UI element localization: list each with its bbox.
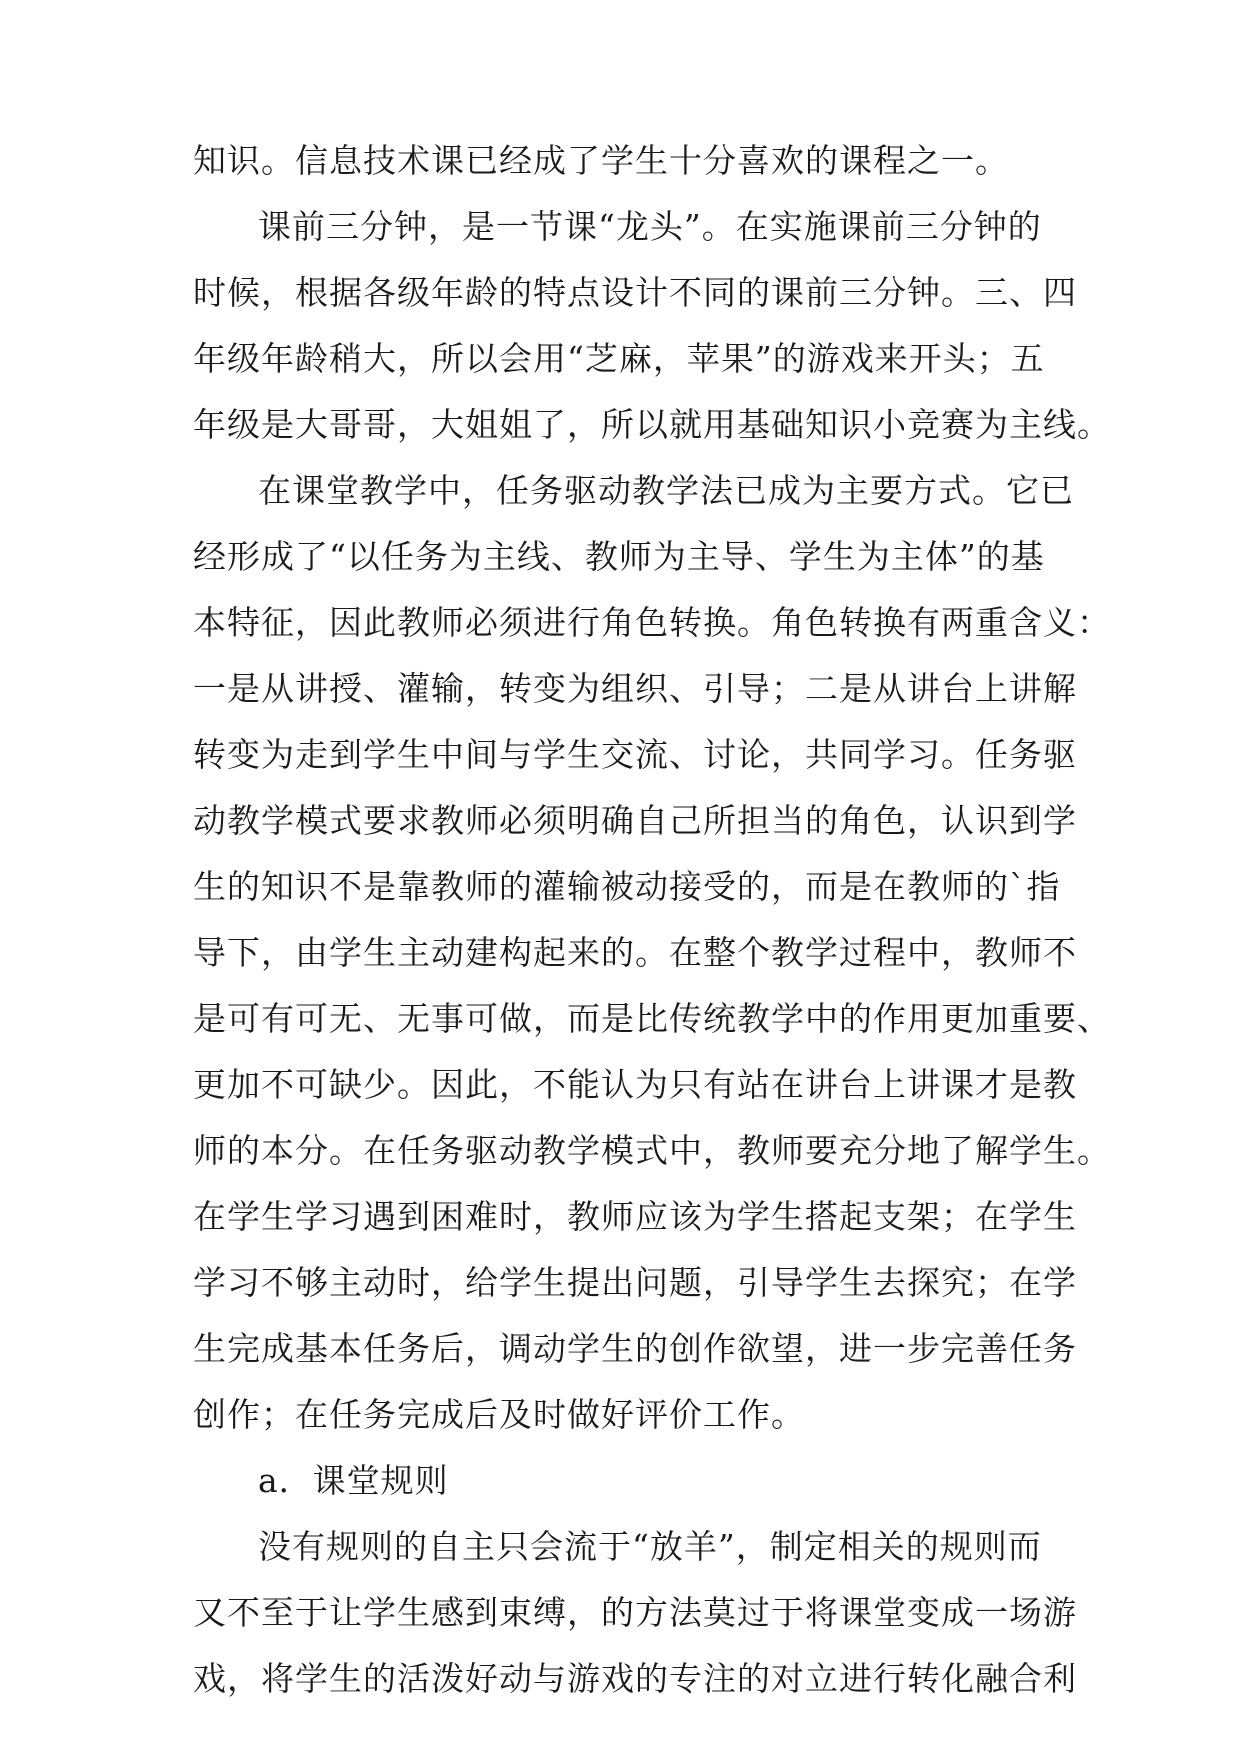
body-text-line: 时候，根据各级年龄的特点设计不同的课前三分钟。三、四 xyxy=(193,273,1077,312)
body-text-line: 转变为走到学生中间与学生交流、讨论，共同学习。任务驱 xyxy=(193,735,1077,774)
paragraph-first-line: 在课堂教学中，任务驱动教学法已成为主要方式。它已 xyxy=(258,471,1074,510)
body-text-line: 知识。信息技术课已经成了学生十分喜欢的课程之一。 xyxy=(193,141,1009,180)
body-text-line: 创作；在任务完成后及时做好评价工作。 xyxy=(193,1395,805,1434)
body-text-line: 师的本分。在任务驱动教学模式中，教师要充分地了解学生。 xyxy=(193,1131,1111,1170)
body-text-line: 又不至于让学生感到束缚，的方法莫过于将课堂变成一场游 xyxy=(193,1593,1077,1632)
paragraph-first-line: 课前三分钟，是一节课“龙头”。在实施课前三分钟的 xyxy=(258,207,1042,246)
body-text-line: 更加不可缺少。因此，不能认为只有站在讲台上讲课才是教 xyxy=(193,1065,1077,1104)
body-text-line: 一是从讲授、灌输，转变为组织、引导；二是从讲台上讲解 xyxy=(193,669,1077,708)
body-text-line: 生的知识不是靠教师的灌输被动接受的，而是在教师的`指 xyxy=(193,867,1061,906)
body-text-line: 是可有可无、无事可做，而是比传统教学中的作用更加重要、 xyxy=(193,999,1111,1038)
body-text-line: 在学生学习遇到困难时，教师应该为学生搭起支架；在学生 xyxy=(193,1197,1077,1236)
body-text-line: 本特征，因此教师必须进行角色转换。角色转换有两重含义： xyxy=(193,603,1111,642)
body-text-line: 年级年龄稍大，所以会用“芝麻，苹果”的游戏来开头；五 xyxy=(193,339,1045,378)
body-text-line: 动教学模式要求教师必须明确自己所担当的角色，认识到学 xyxy=(193,801,1077,840)
body-text-line: 年级是大哥哥，大姐姐了，所以就用基础知识小竞赛为主线。 xyxy=(193,405,1111,444)
paragraph-first-line: 没有规则的自主只会流于“放羊”，制定相关的规则而 xyxy=(258,1527,1042,1566)
body-text-line: 戏，将学生的活泼好动与游戏的专注的对立进行转化融合利 xyxy=(193,1659,1077,1698)
body-text-line: 经形成了“以任务为主线、教师为主导、学生为主体”的基 xyxy=(193,537,1045,576)
section-heading: a．课堂规则 xyxy=(258,1461,449,1500)
body-text-line: 学习不够主动时，给学生提出问题，引导学生去探究；在学 xyxy=(193,1263,1077,1302)
body-text-line: 生完成基本任务后，调动学生的创作欲望，进一步完善任务 xyxy=(193,1329,1077,1368)
body-text-line: 导下，由学生主动建构起来的。在整个教学过程中，教师不 xyxy=(193,933,1077,972)
